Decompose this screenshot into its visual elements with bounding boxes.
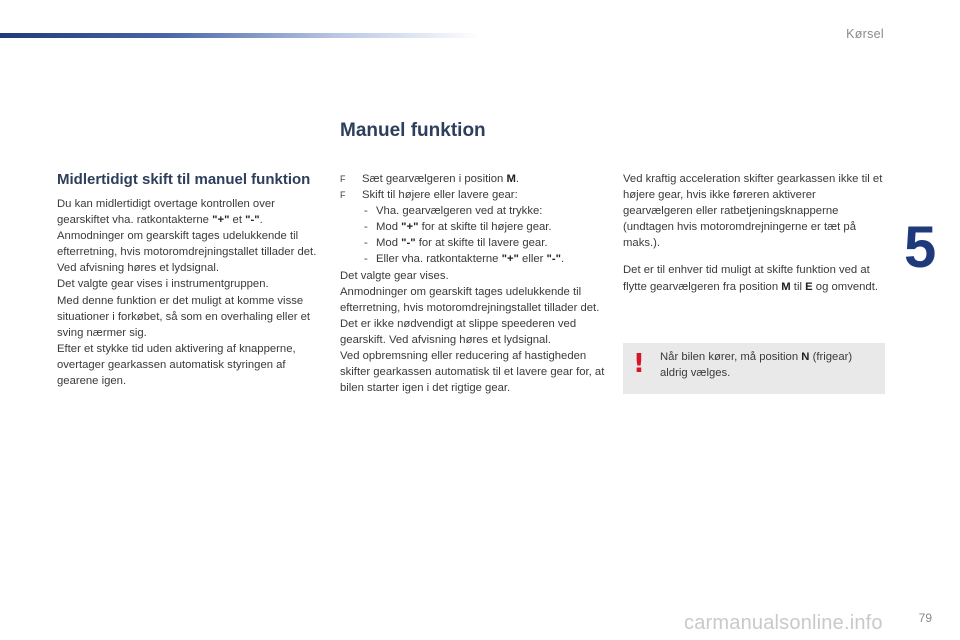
section-label: Kørsel	[846, 27, 884, 41]
paragraph: Efter et stykke tid uden aktivering af knapperne, overtager gearkassen automatisk styringen af gearene igen.	[57, 342, 296, 388]
page-number: 79	[918, 611, 932, 625]
watermark: carmanualsonline.info	[684, 612, 883, 634]
right-column	[623, 171, 885, 295]
header-color-bar	[0, 33, 480, 38]
paragraph: Det er til enhver tid muligt at skifte funktion ved at flytte gearvælgeren fra position M til E og omvendt.	[623, 264, 878, 293]
checkbox-bullet-icon: F	[340, 190, 346, 201]
page-title: Manuel funktion	[340, 120, 486, 141]
warning-icon: !	[633, 349, 645, 379]
paragraph: Anmodninger om gearskift tages udelukkende til efterretning, hvis motoromdrejningstallet tillader det.	[340, 285, 600, 314]
sub-step: - Eller vha. ratkontakterne "+" eller "-".	[364, 253, 565, 266]
paragraph: Ved opbremsning eller reducering af hastigheden skifter gearkassen automatisk til et lavere gear for, at bilen starter igen i det rigtige gear.	[340, 350, 605, 395]
paragraph: Det valgte gear vises.	[340, 269, 449, 282]
paragraph: Det er ikke nødvendigt at slippe speederen ved gearskift. Ved afvisning høres et lydsignal.	[340, 317, 577, 346]
step-item: F Skift til højere eller lavere gear:	[340, 187, 605, 203]
sub-step: - Mod "-" for at skifte til lavere gear.	[364, 237, 548, 250]
warning-text: Når bilen kører, må position N (frigear) aldrig vælges.	[660, 351, 853, 379]
checkbox-bullet-icon: F	[340, 174, 346, 184]
chapter-number: 5	[904, 215, 937, 280]
sub-step: - Mod "+" for at skifte til højere gear.	[364, 221, 552, 234]
paragraph: Anmodninger om gearskift tages udelukkende til efterretning, hvis motoromdrejningstallet tillader det. Ved afvisning høres et lydsignal.	[57, 230, 317, 275]
sub-step: - Vha. gearvælgeren ved at trykke:	[364, 205, 543, 218]
paragraph: Ved kraftig acceleration skifter gearkassen ikke til et højere gear, hvis ikke føreren aktiverer gearvælgeren eller ratbetjeningsknapperne (undtagen hvis motoromdrejningerne er tæt på maks.).	[623, 173, 883, 250]
section-heading: Midlertidigt skift til manuel funktion	[57, 171, 311, 188]
paragraph: Det valgte gear vises i instrumentgruppen.	[57, 278, 269, 291]
left-column	[57, 172, 317, 389]
paragraph: Med denne funktion er det muligt at komme visse situationer i forkøbet, så som en overhaling eller et sving nærmer sig.	[57, 294, 311, 339]
step-item: F Sæt gearvælgeren i position M.	[340, 171, 605, 187]
paragraph-intro: Du kan midlertidigt overtage kontrollen over gearskiftet vha. ratkontakterne "+" et "-".	[57, 198, 275, 227]
middle-column	[340, 171, 605, 396]
warning-box	[623, 343, 885, 394]
